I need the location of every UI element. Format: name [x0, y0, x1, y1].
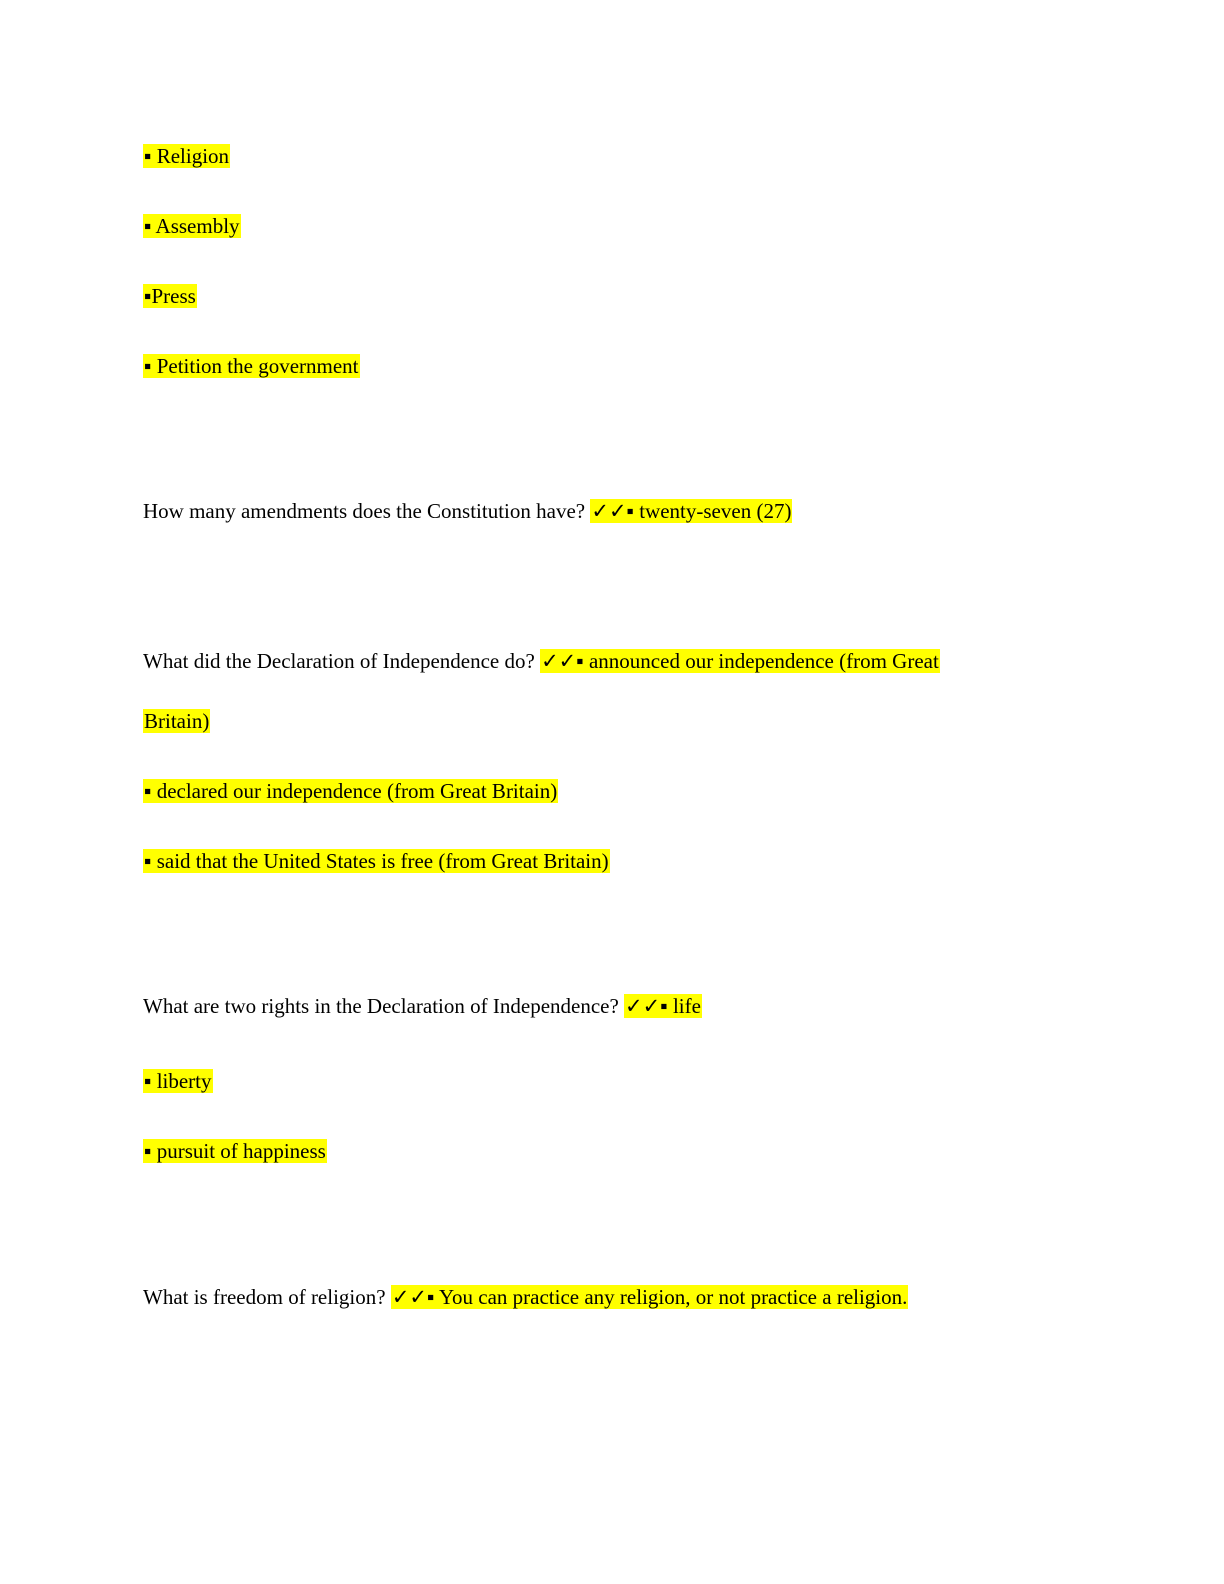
highlight: ▪ said that the United States is free (from Great Britain)	[144, 849, 609, 873]
question-rights	[143, 991, 702, 1021]
question-declaration	[143, 646, 940, 676]
answer-highlight	[624, 994, 702, 1018]
question-amendments	[143, 496, 792, 526]
answer-continuation	[143, 706, 210, 736]
answer-text: ▪ announced our independence (from Great	[576, 649, 939, 673]
question-text: What did the Declaration of Independence do?	[143, 649, 535, 673]
answer-highlight	[391, 1285, 909, 1309]
question-text: What is freedom of religion?	[143, 1285, 386, 1309]
answer-text: ▪ life	[660, 994, 701, 1018]
bullet-declared	[143, 776, 558, 806]
answer-text: ▪ You can practice any religion, or not practice a religion.	[427, 1285, 908, 1309]
question-text: What are two rights in the Declaration of Independence?	[143, 994, 619, 1018]
answer-text: ▪ twenty-seven (27)	[626, 499, 792, 523]
check-icon: ✓✓	[625, 994, 661, 1018]
highlight: ▪ Religion	[144, 144, 230, 168]
bullet-free	[143, 846, 610, 876]
answer-highlight	[590, 499, 792, 523]
check-icon: ✓✓	[541, 649, 577, 673]
highlight: ▪Press	[144, 284, 196, 308]
check-icon: ✓✓	[591, 499, 627, 523]
answer-highlight	[540, 649, 940, 673]
bullet-religion	[143, 141, 230, 171]
highlight: ▪ declared our independence (from Great Britain)	[144, 779, 558, 803]
highlight: ▪ pursuit of happiness	[144, 1139, 326, 1163]
bullet-happiness	[143, 1136, 327, 1166]
highlight: Britain)	[144, 709, 210, 733]
highlight: ▪ Petition the government	[144, 354, 359, 378]
question-text: How many amendments does the Constitution have?	[143, 499, 586, 523]
check-icon: ✓✓	[391, 1285, 428, 1309]
bullet-press	[143, 281, 197, 311]
question-freedom-religion	[143, 1282, 908, 1312]
highlight: ▪ Assembly	[144, 214, 240, 238]
highlight: ▪ liberty	[144, 1069, 212, 1093]
bullet-assembly	[143, 211, 241, 241]
bullet-liberty	[143, 1066, 213, 1096]
bullet-petition	[143, 351, 360, 381]
